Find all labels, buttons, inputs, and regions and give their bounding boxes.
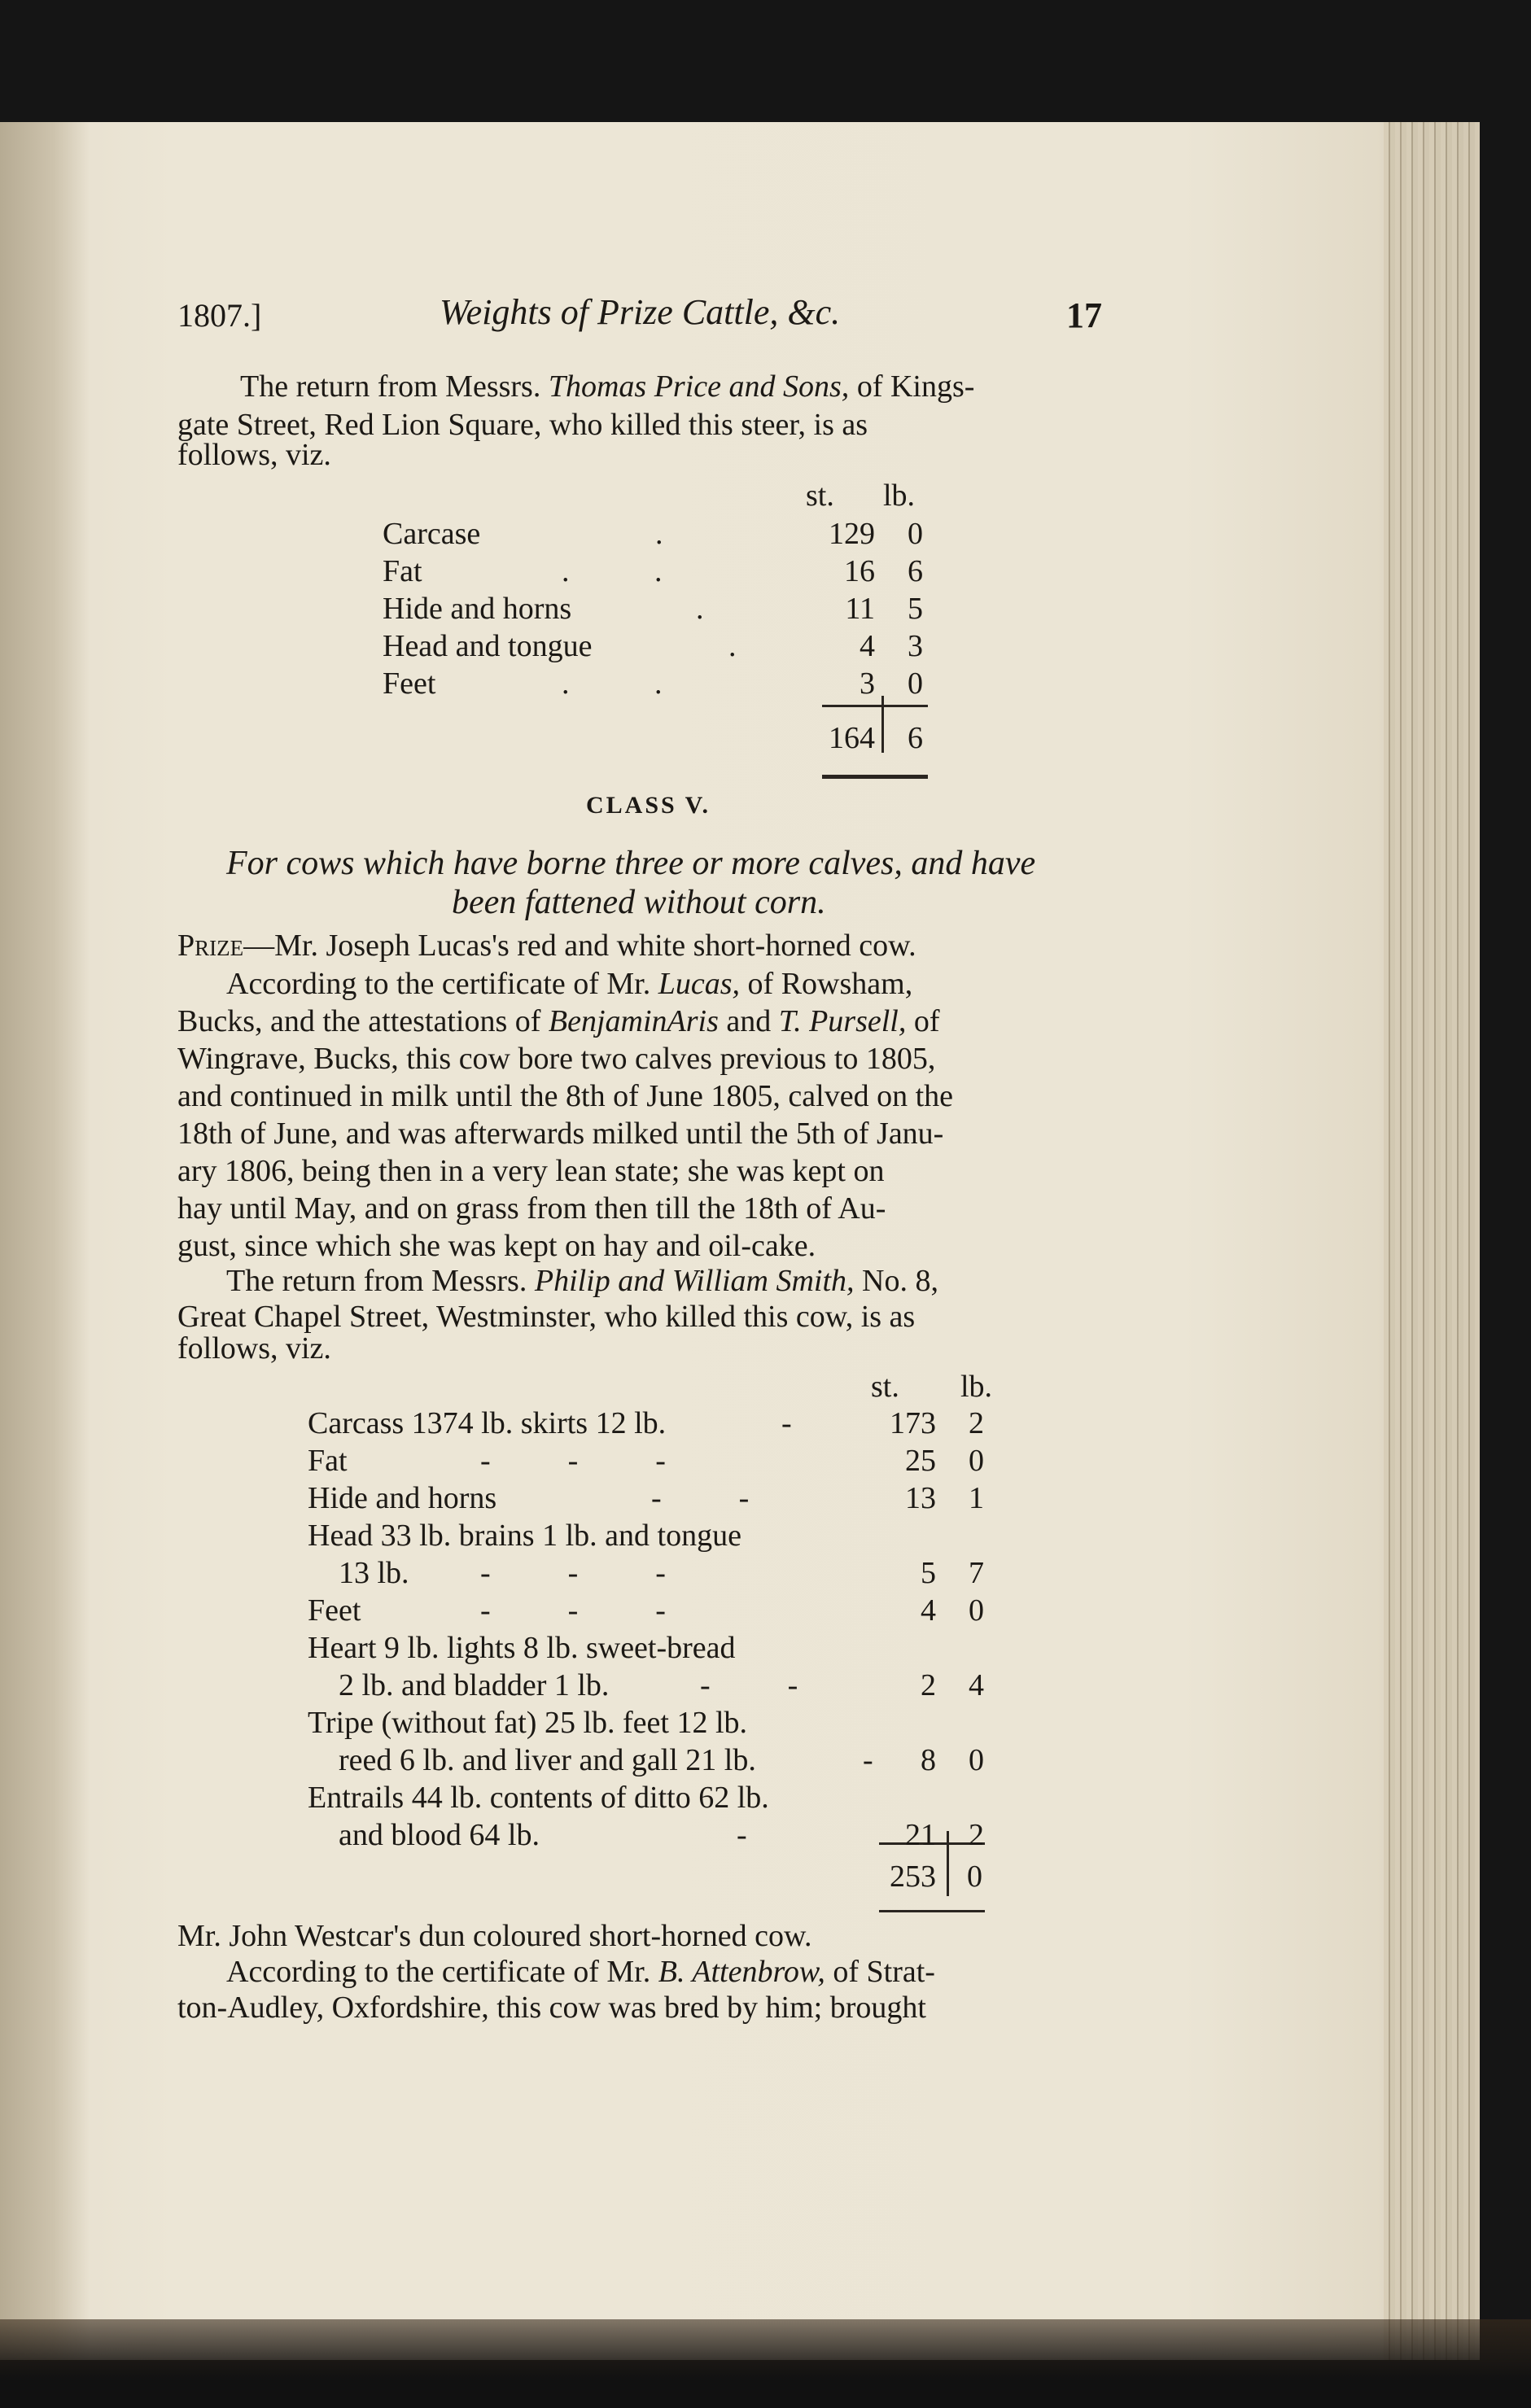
para2-line2: Bucks, and the attestations of BenjaminAris and T. Pursell, of — [177, 1004, 940, 1038]
table-row-leader: - - - — [480, 1444, 666, 1478]
table-row-st: 16 — [844, 554, 875, 588]
table-row-leader: . . — [562, 554, 663, 588]
table-row-leader: - — [737, 1818, 747, 1852]
table1-bottom-rule — [822, 775, 928, 779]
para2-line4: and continued in milk until the 8th of June 1805, calved on the — [177, 1079, 953, 1113]
table-row-leader: . — [655, 517, 663, 551]
table-row-label: and blood 64 lb. — [339, 1818, 540, 1852]
header-year: 1807.] — [177, 297, 262, 334]
table-row-leader: . . — [562, 666, 663, 701]
table2-bottom-rule — [879, 1910, 985, 1912]
table-row-leader: - - — [700, 1668, 798, 1702]
table1-sum-rule — [822, 705, 928, 707]
table-row-st: 13 — [905, 1481, 936, 1515]
table-row-label: Fat — [383, 554, 422, 588]
table-row-leader: - — [863, 1743, 873, 1777]
table-row-leader: - — [781, 1406, 792, 1440]
table-row-label: 13 lb. — [339, 1556, 409, 1590]
page-number: 17 — [1066, 295, 1102, 335]
para2-line6: ary 1806, being then in a very lean state; she was kept on — [177, 1154, 885, 1188]
table-row-label: Heart 9 lb. lights 8 lb. sweet-bread — [308, 1631, 736, 1665]
table2-col-st: st. — [871, 1370, 899, 1404]
table-row-st: 3 — [860, 666, 875, 701]
table-row-lb: 0 — [908, 517, 923, 551]
table-row-label: Fat — [308, 1444, 348, 1478]
table-row-lb: 7 — [969, 1556, 984, 1590]
class-heading: CLASS V. — [586, 792, 711, 819]
para3-line1: The return from Messrs. Philip and William Smith, No. 8, — [226, 1264, 938, 1298]
table-row-lb: 0 — [969, 1444, 984, 1478]
table1-col-lb: lb. — [883, 479, 916, 513]
table-row-label: 2 lb. and bladder 1 lb. — [339, 1668, 610, 1702]
para3-line3: follows, viz. — [177, 1331, 331, 1366]
table-row-st: 4 — [860, 629, 875, 663]
para2-line8: gust, since which she was kept on hay and oil-cake. — [177, 1229, 816, 1263]
prize-line: Prize—Mr. Joseph Lucas's red and white short-horned cow. — [177, 929, 916, 963]
table-row-lb: 6 — [908, 554, 923, 588]
page-edge — [1384, 122, 1480, 2360]
page-gutter — [0, 122, 90, 2360]
table2-total-lb: 0 — [967, 1860, 982, 1894]
table-row-label: Entrails 44 lb. contents of ditto 62 lb. — [308, 1781, 769, 1815]
para1-line2: gate Street, Red Lion Square, who killed this steer, is as — [177, 408, 868, 442]
table-row-st: 4 — [921, 1593, 936, 1628]
table1-col-st: st. — [806, 479, 834, 513]
table1-vertical-rule — [881, 696, 884, 753]
table-row-st: 5 — [921, 1556, 936, 1590]
table-row-label: Carcass 1374 lb. skirts 12 lb. — [308, 1406, 667, 1440]
table-row-st: 173 — [890, 1406, 936, 1440]
para2-line3: Wingrave, Bucks, this cow bore two calves previous to 1805, — [177, 1042, 936, 1076]
table-row-st: 25 — [905, 1444, 936, 1478]
table-row-leader: - - - — [480, 1593, 666, 1628]
table2-total-st: 253 — [890, 1860, 936, 1894]
running-title: Weights of Prize Cattle, &c. — [440, 292, 841, 332]
para1-line3: follows, viz. — [177, 438, 331, 472]
bottom-shadow — [0, 2319, 1531, 2408]
table-row-leader: - - - — [480, 1556, 666, 1590]
table-row-lb: 2 — [969, 1818, 984, 1852]
table-row-lb: 0 — [908, 666, 923, 701]
table-row-label: reed 6 lb. and liver and gall 21 lb. — [339, 1743, 756, 1777]
table-row-leader: - - — [651, 1481, 750, 1515]
class-description-1: For cows which have borne three or more calves, and have — [226, 845, 1036, 882]
table-row-st: 21 — [905, 1818, 936, 1852]
table-row-label: Carcase — [383, 517, 481, 551]
table-row-leader: . — [696, 592, 704, 626]
table-row-lb: 0 — [969, 1743, 984, 1777]
table-row-lb: 2 — [969, 1406, 984, 1440]
para4-line2: According to the certificate of Mr. B. Attenbrow, of Strat- — [226, 1955, 935, 1989]
table-row-st: 8 — [921, 1743, 936, 1777]
table2-col-lb: lb. — [960, 1370, 993, 1404]
table2-vertical-rule — [947, 1831, 949, 1896]
para2-line5: 18th of June, and was afterwards milked until the 5th of Janu- — [177, 1117, 944, 1151]
para4-line3: ton-Audley, Oxfordshire, this cow was bred by him; brought — [177, 1991, 926, 2025]
table-row-label: Hide and horns — [308, 1481, 497, 1515]
table-row-lb: 0 — [969, 1593, 984, 1628]
table-row-lb: 1 — [969, 1481, 984, 1515]
table1-total-st: 164 — [829, 721, 875, 755]
table-row-st: 129 — [829, 517, 875, 551]
table-row-st: 11 — [845, 592, 875, 626]
table-row-leader: . — [728, 629, 737, 663]
table-row-label: Tripe (without fat) 25 lb. feet 12 lb. — [308, 1706, 748, 1740]
table-row-label: Hide and horns — [383, 592, 572, 626]
table-row-st: 2 — [921, 1668, 936, 1702]
para1-line1: The return from Messrs. Thomas Price and Sons, of Kings- — [240, 369, 975, 404]
para4-line1: Mr. John Westcar's dun coloured short-horned cow. — [177, 1919, 812, 1953]
table1-total-lb: 6 — [908, 721, 923, 755]
table-row-lb: 5 — [908, 592, 923, 626]
table-row-lb: 3 — [908, 629, 923, 663]
table-row-label: Head 33 lb. brains 1 lb. and tongue — [308, 1519, 741, 1553]
class-description-2: been fattened without corn. — [452, 884, 826, 921]
table-row-label: Feet — [383, 666, 436, 701]
table-row-lb: 4 — [969, 1668, 984, 1702]
para3-line2: Great Chapel Street, Westminster, who killed this cow, is as — [177, 1300, 916, 1334]
para2-line1: According to the certificate of Mr. Lucas, of Rowsham, — [226, 967, 913, 1001]
table-row-label: Head and tongue — [383, 629, 593, 663]
table-row-label: Feet — [308, 1593, 361, 1628]
para2-line7: hay until May, and on grass from then till the 18th of Au- — [177, 1191, 886, 1226]
